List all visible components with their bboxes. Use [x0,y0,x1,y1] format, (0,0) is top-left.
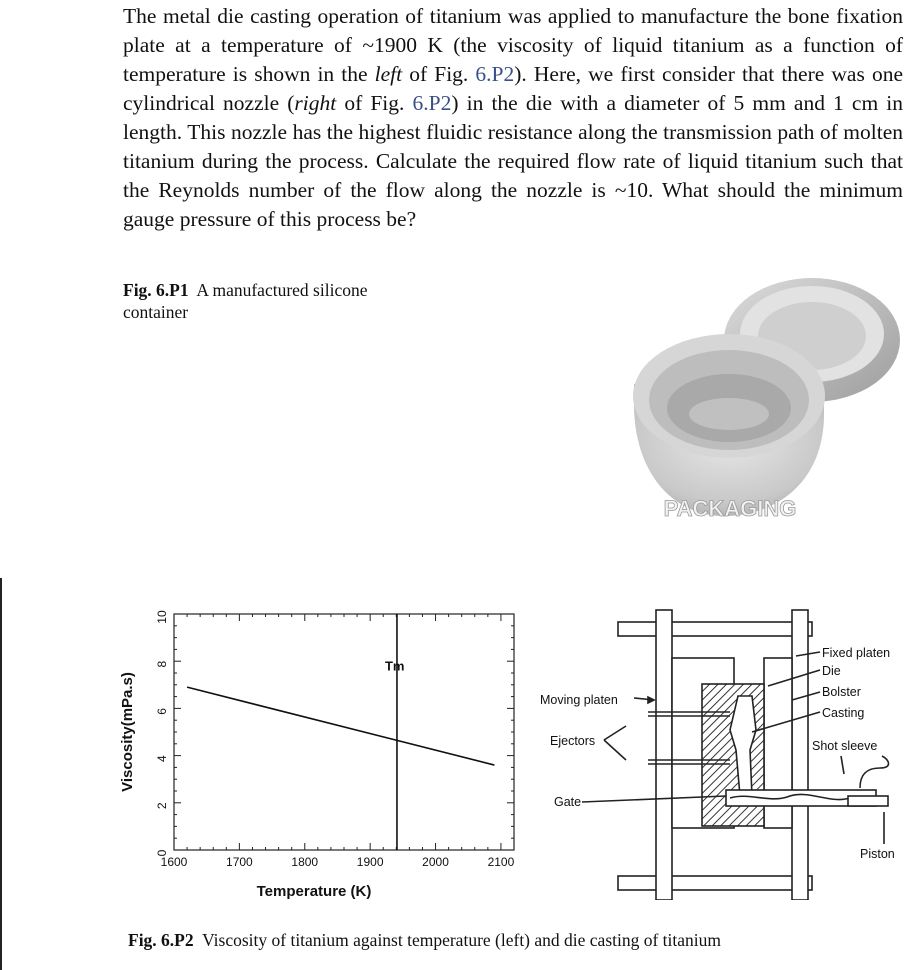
x-tick-label: 2000 [422,855,449,869]
x-tick-label: 1700 [226,855,253,869]
word-right: right [294,91,337,115]
x-tick-label: 1800 [291,855,319,869]
figure-caption-text: A manufactured silicone container [123,280,368,322]
ejectors-label: Ejectors [550,734,596,748]
melting-point-label: Tm [384,658,405,674]
bottom-tie-bar [618,876,812,890]
viscosity-series-line [187,687,494,765]
silicone-container-photo [612,254,908,544]
piston-label: Piston [860,847,895,861]
die-casting-diagram [530,600,908,900]
fixed-platen-label: Fixed platen [822,646,891,660]
problem-statement [123,2,903,234]
x-tick-label: 1900 [356,855,384,869]
jar-highlight [689,398,769,430]
plot-frame [174,614,514,850]
moving-platen-label: Moving platen [540,693,618,707]
shot-sleeve-label: Shot sleeve [812,739,878,753]
figure-6p2-caption [128,929,898,951]
problem-text-3: ). Here, we first consider that there was one cylindrical nozzle ( [123,62,903,115]
y-tick-label: 2 [155,802,169,810]
problem-text-1: The metal die casting operation of titanium was applied to manufacture the bone fixation plate at a temperature of ~1900 K (the viscosity of liquid titanium as a function of temperature is shown in the [123,4,903,86]
bolster-label: Bolster [822,685,861,699]
watermark-text: PACKAGING [663,496,797,521]
word-left: left [374,62,403,86]
die-label: Die [822,664,841,678]
figure-reference-link[interactable]: 6.P2 [412,91,452,115]
x-tick-label: 1600 [160,855,188,869]
y-tick-label: 8 [155,660,169,668]
moving-platen [656,610,672,900]
figure-label: Fig. 6.P1 [123,280,189,300]
y-tick-label: 4 [155,755,169,762]
problem-paragraph [123,2,903,234]
top-tie-bar [618,622,812,636]
y-tick-label: 10 [155,610,169,624]
fixed-platen [792,610,808,900]
viscosity-chart [100,600,540,910]
figure-6p1-caption [123,279,383,323]
piston [848,796,888,806]
y-tick-label: 6 [155,708,169,715]
figure-reference-link[interactable]: 6.P2 [475,62,515,86]
figure-caption-text: Viscosity of titanium against temperature (left) and die casting of titanium [202,930,722,950]
ladle-pour [860,756,889,788]
page-edge-rule [0,578,2,970]
figure-label: Fig. 6.P2 [128,930,194,950]
gate-label: Gate [554,795,582,809]
problem-text-5: ) in the die with a diameter of 5 mm and 1 cm in length. This nozzle has the highest fluidic resistance along the transmission path of molten titanium during the process. Calculate the required flow rate of liquid titanium such that the Reynolds number of the flow along the nozzle is ~10. What should the minimum gauge pressure of this process be? [123,91,903,231]
problem-text-2: of Fig. [402,62,476,86]
y-axis-label: Viscosity(mPa.s) [119,672,136,792]
x-axis-label: Temperature (K) [256,883,372,900]
problem-text-4: of Fig. [336,91,413,115]
y-tick-label: 0 [155,849,169,857]
casting-label: Casting [822,706,865,720]
x-tick-label: 2100 [487,855,515,869]
